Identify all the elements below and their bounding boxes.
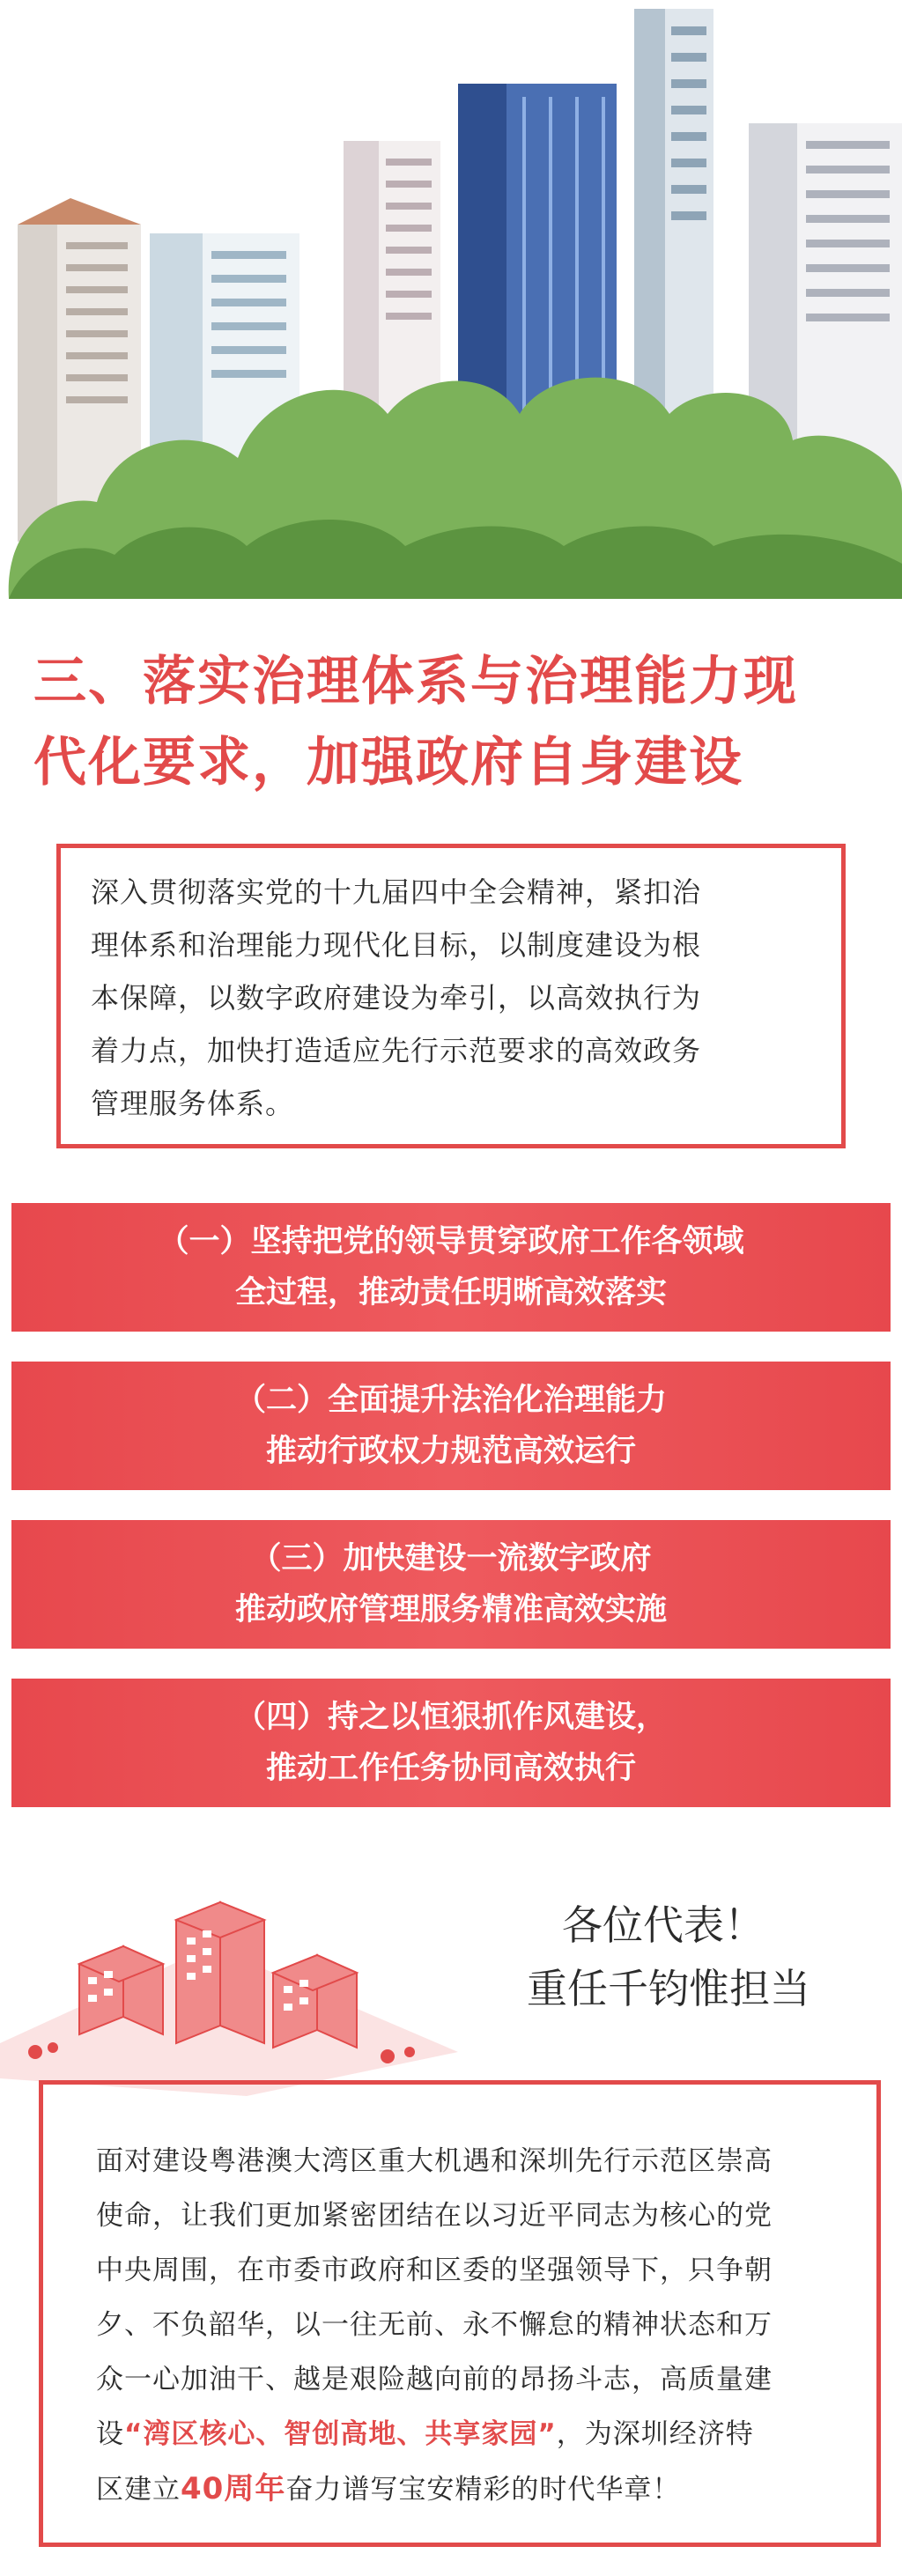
intro-line: 本保障，以数字政府建设为牵引，以高效执行为 [91, 981, 702, 1015]
intro-line: 管理服务体系。 [91, 1087, 295, 1120]
closing-line: 面对建设粤港澳大湾区重大机遇和深圳先行示范区崇高 [96, 2145, 773, 2177]
banner-item-1-line2: 全过程，推动责任明晰高效落实 [234, 1275, 667, 1310]
intro-line: 着力点，加快打造适应先行示范要求的高效政务 [91, 1034, 702, 1067]
closing-line7-post: 奋力谱写宝安精彩的时代华章！ [285, 2474, 681, 2506]
banner-item-2-line2: 推动行政权力规范高效运行 [265, 1434, 636, 1469]
closing-line: 夕、不负韶华，以一往无前、永不懈怠的精神状态和万 [96, 2309, 773, 2341]
intro-line: 理体系和治理能力现代化目标，以制度建设为根 [91, 928, 702, 962]
banner-item-1-line1: （一）坚持把党的领导贯穿政府工作各领域 [158, 1224, 744, 1259]
closing-line6-pre: 设 [96, 2418, 124, 2450]
closing-paragraph [96, 2134, 831, 2517]
intro-box [56, 844, 846, 1148]
banner-item-3-line2: 推动政府管理服务精准高效实施 [234, 1592, 667, 1628]
greeting-line2: 重任千钧惟担当 [527, 1965, 810, 2012]
isometric-city-illustration [0, 1867, 458, 2096]
closing-highlight-anniversary: 40周年 [181, 2471, 286, 2506]
banner-item-2-line1: （二）全面提升法治化治理能力 [234, 1383, 667, 1418]
banner-item-3-line1: （三）加快建设一流数字政府 [250, 1541, 652, 1576]
closing-line: 使命，让我们更加紧密团结在以习近平同志为核心的党 [96, 2200, 773, 2232]
closing-line: 中央周围，在市委市政府和区委的坚强领导下，只争朝 [96, 2255, 773, 2286]
city-skyline-illustration [0, 0, 902, 608]
greeting [527, 1893, 879, 2020]
section-title-line1: 三、落实治理体系与治理能力现 [33, 651, 798, 712]
closing-box [39, 2080, 881, 2547]
closing-line: 众一心加油干、越是艰险越向前的昂扬斗志，高质量建 [96, 2364, 773, 2395]
banner-item-3 [11, 1520, 891, 1649]
banner-item-4-line1: （四）持之以恒狠抓作风建设， [234, 1700, 667, 1735]
banner-item-2 [11, 1362, 891, 1490]
banner-item-4-line2: 推动工作任务协同高效执行 [265, 1751, 636, 1786]
banner-item-4 [11, 1679, 891, 1807]
section-title [33, 641, 879, 803]
closing-highlight-slogan: “湾区核心、智创高地、共享家园” [124, 2418, 557, 2450]
greeting-line1: 各位代表！ [562, 1901, 765, 1949]
tree-canopy [9, 378, 902, 599]
closing-line7-pre: 区建立 [96, 2474, 181, 2506]
intro-line: 深入贯彻落实党的十九届四中全会精神，紧扣治 [91, 875, 702, 909]
section-title-line2: 代化要求，加强政府自身建设 [33, 732, 743, 793]
intro-paragraph [91, 866, 811, 1130]
banner-item-1 [11, 1203, 891, 1332]
closing-line6-post: ，为深圳经济特 [556, 2418, 754, 2450]
